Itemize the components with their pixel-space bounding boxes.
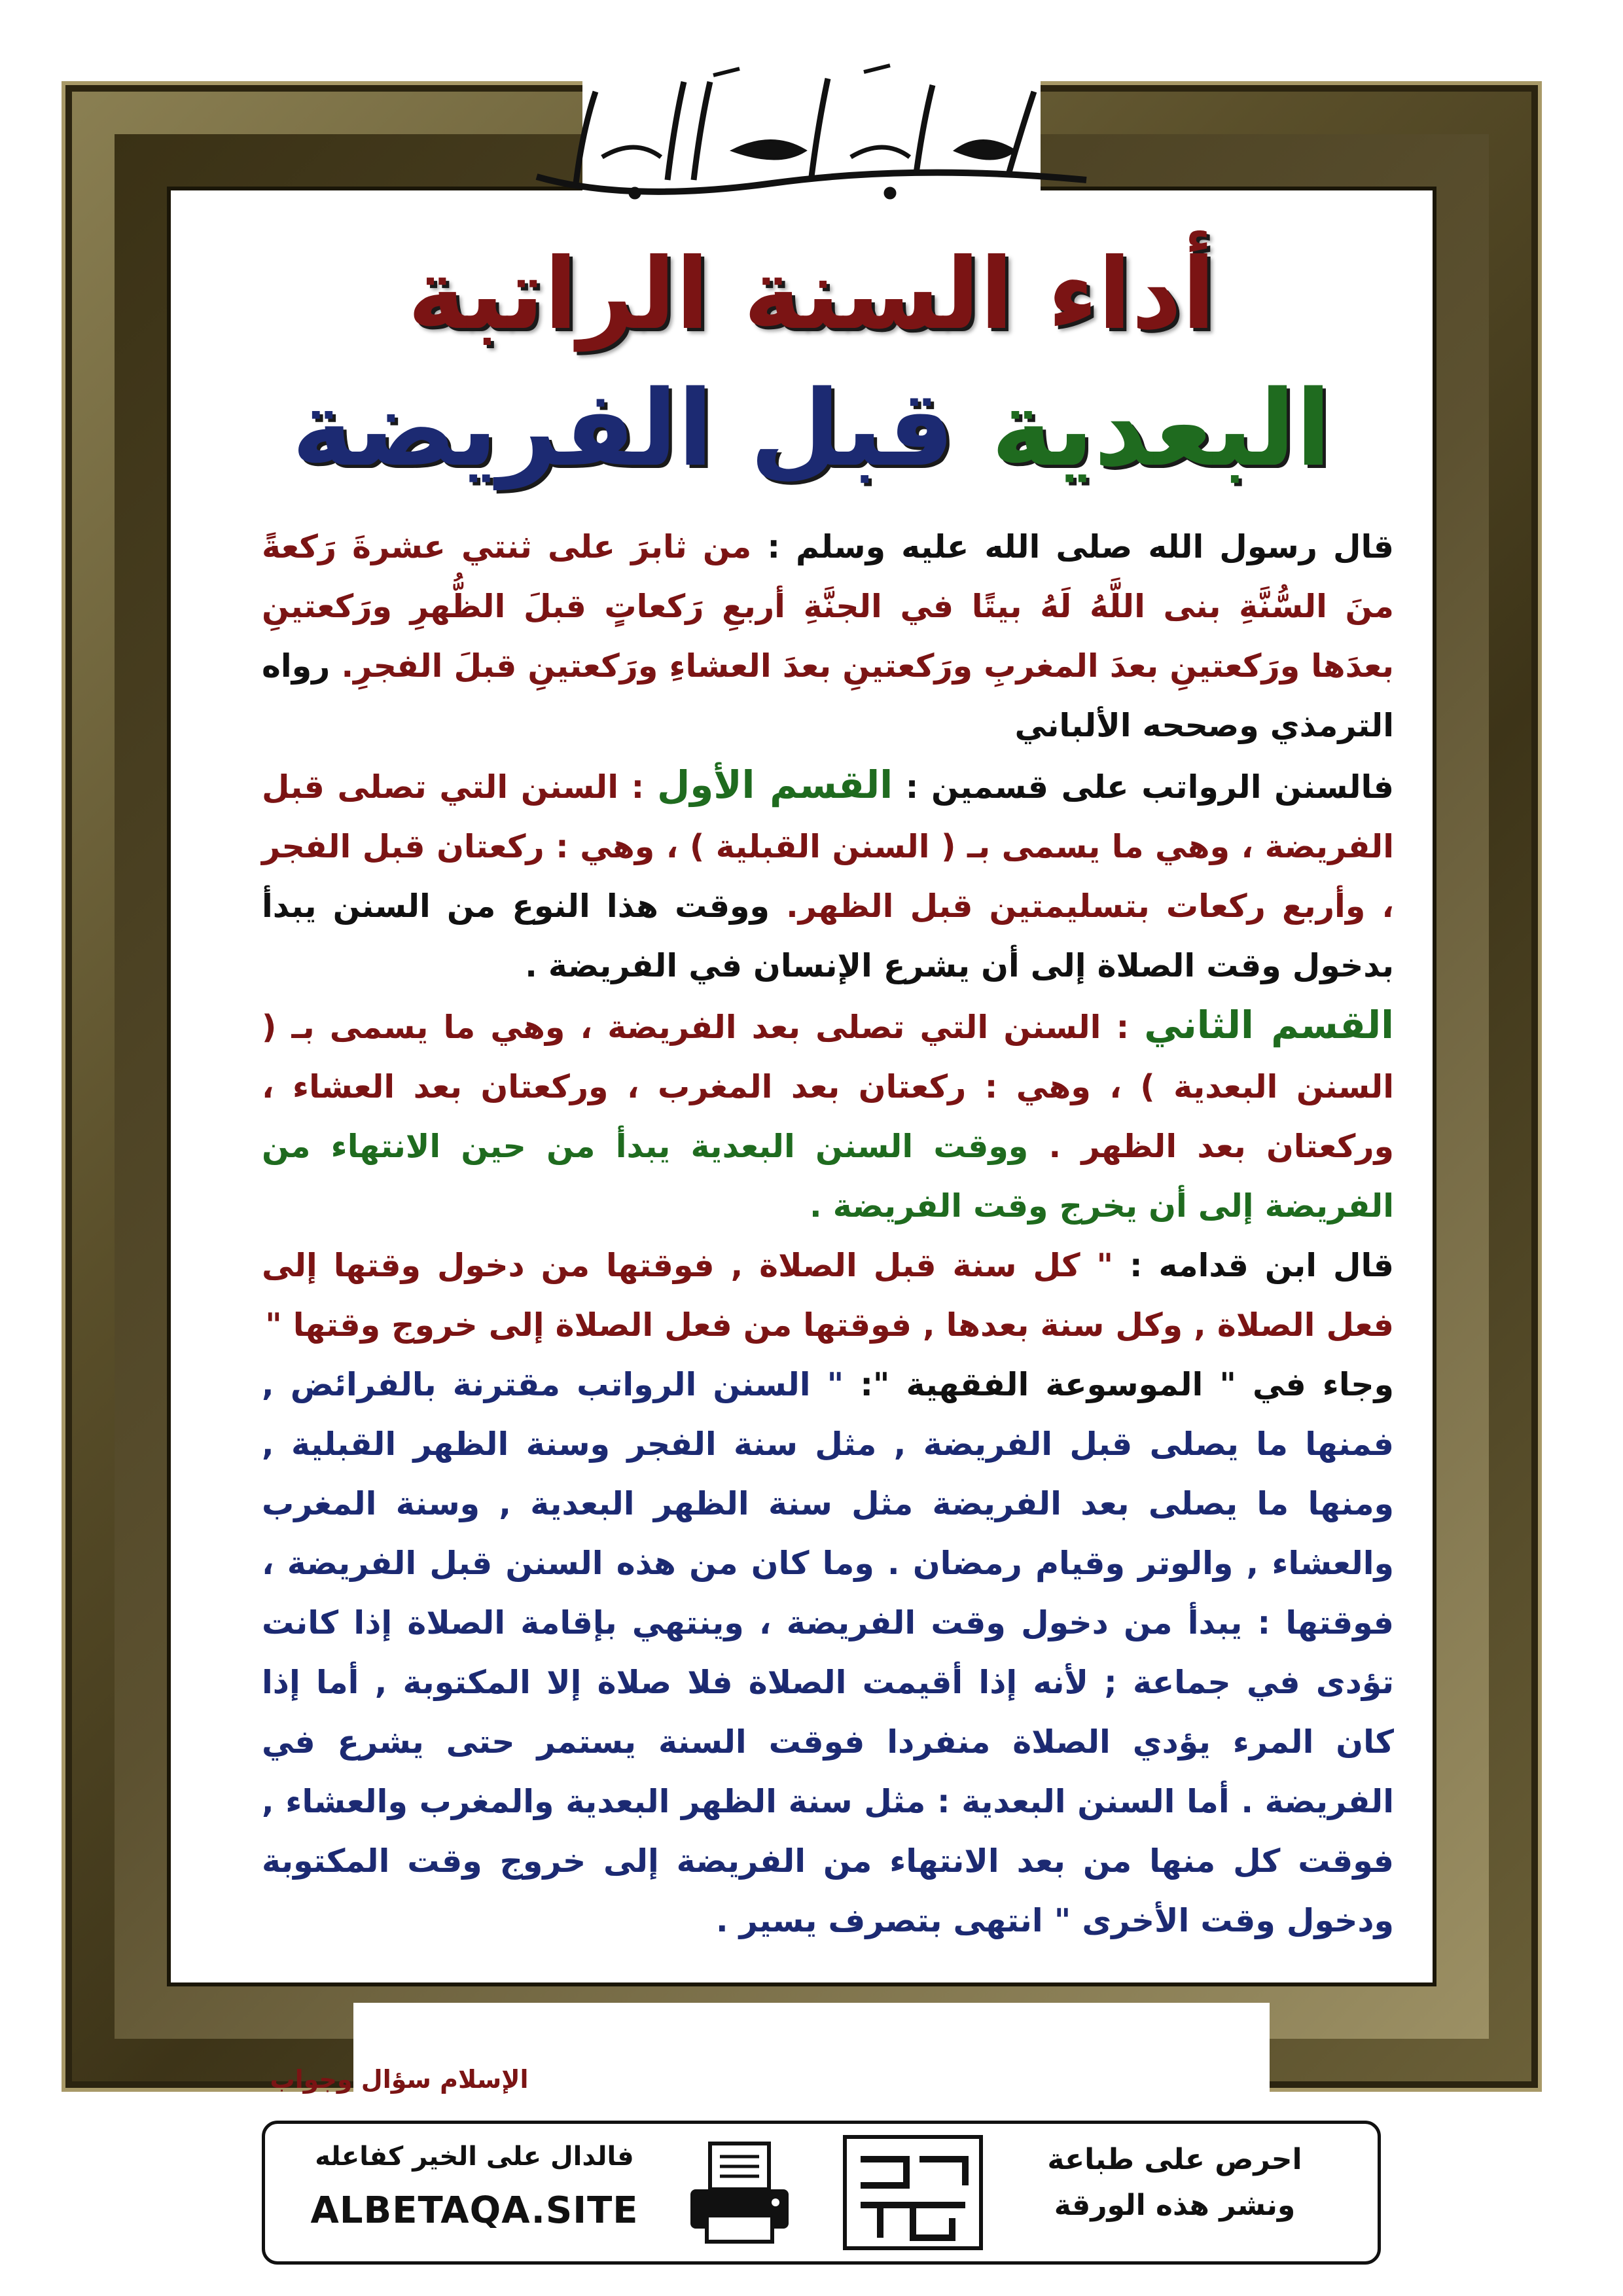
hadith-text: من ثابرَ على ثنتي عشرةَ رَكعةً منَ السُّنَّةِ بنى اللَّهُ لَهُ بيتًا في الجنَّةِ أربعِ رَكعاتٍ قبلَ الظُّهرِ ورَكعتينِ بعدَها ورَكعتينِ بعدَ المغربِ ورَكعتينِ بعدَ العشاءِ ورَكعتينِ قبلَ الفجرِ. bbox=[262, 528, 1395, 685]
title-word-green: البعدية bbox=[991, 367, 1332, 490]
footer-hadith-line: فالدال على الخير كفاعله bbox=[315, 2142, 634, 2172]
footer-website[interactable]: ALBETAQA.SITE bbox=[310, 2189, 639, 2232]
first-section-heading: القسم الأول bbox=[656, 762, 893, 807]
source-credit: الإسلام سؤال وجواب bbox=[270, 2065, 529, 2094]
footer-call-to-print bbox=[998, 2137, 1351, 2229]
paragraph-ibn-qudama bbox=[262, 1236, 1394, 1355]
footer-box bbox=[262, 2121, 1381, 2265]
first-section-timing: ووقت هذا النوع من السنن يبدأ بدخول وقت الصلاة إلى أن يشرع الإنسان في الفريضة . bbox=[262, 888, 1394, 984]
second-section-heading: القسم الثاني bbox=[1144, 1003, 1395, 1047]
paragraph-hadith bbox=[262, 517, 1394, 755]
title-line-1: أداء السنة الراتبة bbox=[407, 238, 1216, 351]
article-body bbox=[262, 517, 1394, 1950]
paragraph-second-section bbox=[262, 996, 1394, 1236]
ibn-qudama-quote: " كل سنة قبل الصلاة , فوقتها من دخول وقتها إلى فعل الصلاة , وكل سنة بعدها , فوقتها من فعل الصلاة إلى خروج وقتها " bbox=[262, 1247, 1394, 1344]
title-line-2 bbox=[249, 367, 1374, 491]
footer-right-line-1: احرص على طباعة bbox=[1047, 2143, 1302, 2176]
second-section-text: : السنن التي تصلى بعد الفريضة ، وهي ما يسمى بـ ( السنن البعدية ) ، وهي : ركعتان بعد المغرب ، وركعتان بعد العشاء ، وركعتان بعد الظهر . bbox=[262, 1009, 1394, 1165]
hadith-intro: قال رسول الله صلى الله عليه وسلم : bbox=[767, 528, 1394, 565]
ibn-qudama-intro: قال ابن قدامه : bbox=[1130, 1247, 1394, 1284]
basmala-calligraphy bbox=[497, 52, 1126, 209]
dawa-logo bbox=[841, 2133, 985, 2252]
hadith-reference: رواه الترمذي وصححه الألباني bbox=[262, 647, 1394, 744]
footer-right-line-2: ونشر هذه الورقة bbox=[1054, 2189, 1296, 2222]
sections-intro: فالسنن الرواتب على قسمين : bbox=[905, 768, 1394, 806]
paragraph-mawsua bbox=[262, 1355, 1394, 1950]
printer-icon bbox=[684, 2137, 795, 2248]
mawsua-quote: " السنن الرواتب مقترنة بالفرائض , فمنها ما يصلى قبل الفريضة , مثل سنة الفجر وسنة الظهر القبلية , ومنها ما يصلى بعد الفريضة مثل سنة الظهر البعدية , وسنة المغرب والعشاء , والوتر وقيام رمضان . وما كان من هذه السنن قبل الفريضة ، فوقتها : يبدأ من دخول وقت الفريضة ، وينتهي بإقامة الصلاة إذا كانت تؤدى في جماعة ; لأنه إذا أقيمت الصلاة فلا صلاة إلا المكتوبة , أما إذا كان المرء يؤدي الصلاة منفردا فوقت السنة يستمر حتى يشرع في الفريضة . أما السنن البعدية : مثل سنة الظهر البعدية والمغرب والعشاء , فوقت كل منها من بعد الانتهاء من الفريضة إلى خروج وقت المكتوبة ودخول وقت الأخرى " انتهى بتصرف يسير . bbox=[262, 1366, 1394, 1939]
paragraph-first-section bbox=[262, 755, 1394, 996]
mawsua-intro: وجاء في " الموسوعة الفقهية ": bbox=[860, 1366, 1395, 1403]
first-section-text: : السنن التي تصلى قبل الفريضة ، وهي ما يسمى بـ ( السنن القبلية ) ، وهي : ركعتان قبل الفجر ، وأربع ركعات بتسليمتين قبل الظهر. bbox=[262, 768, 1395, 925]
title-word-blue: قبل الفريضة bbox=[291, 367, 955, 490]
second-section-timing: ووقت السنن البعدية يبدأ من حين الانتهاء من الفريضة إلى أن يخرج وقت الفريضة . bbox=[262, 1128, 1394, 1225]
